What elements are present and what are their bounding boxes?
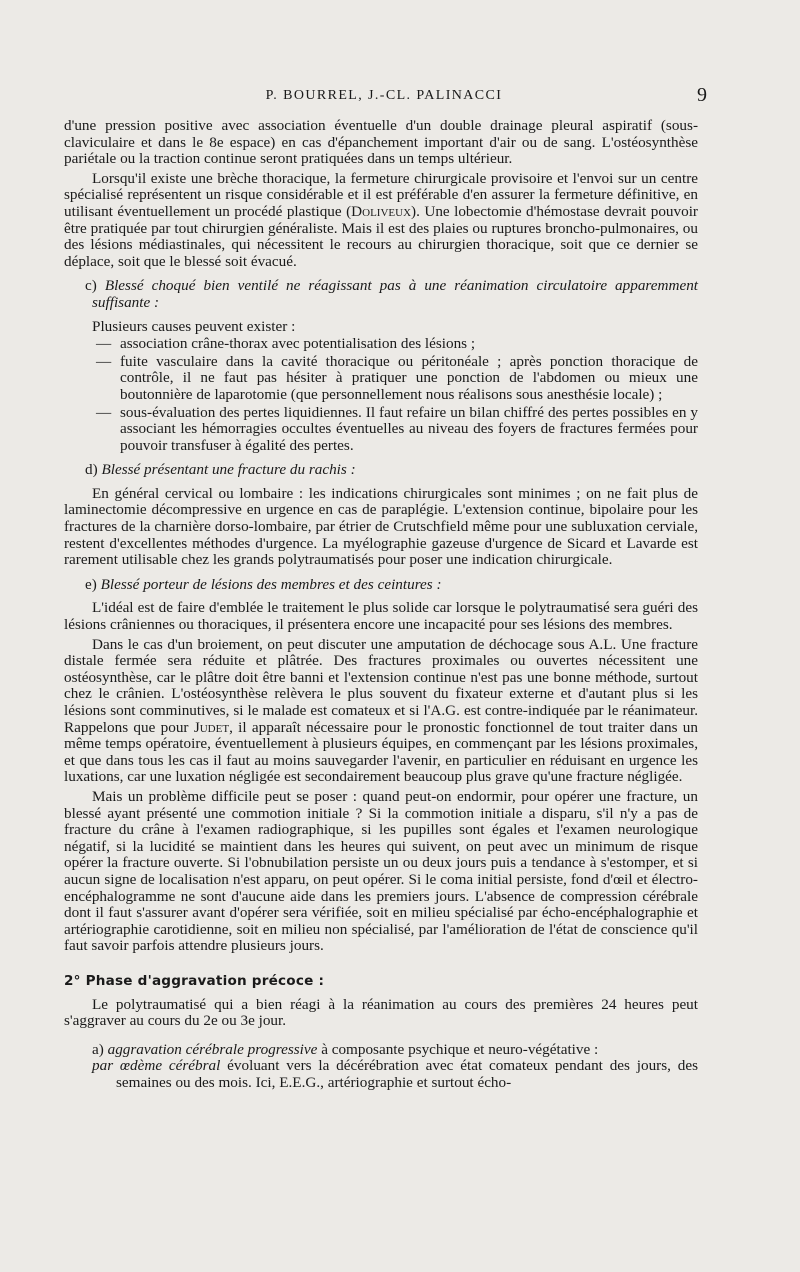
subheading-text: aggravation cérébrale progressive (107, 1040, 318, 1058)
text: ). Une lobectomie d'hémostase devrait pouvoir être pratiquée par tout chirurgien généraliste. Mais il est des plaies ou ruptures broncho-pulmonaires, ou des lésions médiastinales, qui nécessitent le recours au chirurgien thoracique, soit que ce dernier se déplace, soit que le blessé soit évacué. (64, 202, 698, 270)
page-header (64, 84, 707, 110)
paragraph-rachis: En général cervical ou lombaire : les indications chirurgicales sont minimes ; on ne fait plus de laminectomie décompressive en urgence en cas de paraplégie. L'extension continue, bipolaire pour les fractures de la charnière dorso-lombaire, par étrier de Crutschfield même pour une subluxation cerviale, restent d'excellentes méthodes d'urgence. La myélographie gazeuse d'urgence de Sicard et Lavarde est rarement utilisable chez les grands polytraumatisés pour poser une indication chirurgicale. (64, 484, 698, 569)
running-head: P. BOURREL, J.-CL. PALINACCI (265, 88, 503, 103)
paragraph-aggravation-intro: Le polytraumatisé qui a bien réagi à la réanimation au cours des premières 24 heures peut s'aggraver au cours du 2e ou 3e jour. (64, 995, 698, 1030)
page-number: 9 (697, 84, 707, 106)
item-letter: a) (92, 1040, 104, 1058)
list-item-text: fuite vasculaire dans la cavité thoracique ou péritonéale ; après ponction thoracique de contrôle, il ne faut pas hésiter à pratiquer une ponction de l'abdomen ou mieux une boutonnière de laparotomie (que personnellement nous réalisons sous anesthésie locale) ; (120, 352, 698, 403)
subheading-e (64, 577, 698, 594)
list-item-text: association crâne-thorax avec potentialisation des lésions ; (120, 335, 476, 353)
list-item-text: sous-évaluation des pertes liquidiennes. Il faut refaire un bilan chiffré des pertes possibles en y associant les hémorragies occultes éventuelles au niveau des foyers de fractures fermées pour pouvoir transfuser à égalité des pertes. (120, 403, 698, 454)
dash-mark: — (96, 403, 112, 421)
item-letter: e) (85, 575, 97, 593)
subheading-text: Blessé porteur de lésions des membres et des ceintures : (100, 575, 442, 593)
author-name: Doliveux (351, 202, 412, 220)
dash-mark: — (96, 335, 112, 353)
subheading-d (64, 462, 698, 479)
paragraph-continuation: d'une pression positive avec association éventuelle d'un double drainage pleural aspiratif (sous-claviculaire et dans le 8e espace) en cas d'épanchement important d'air ou de sang. L'ostéosynthèse pariétale ou la traction continue seront pratiquées dans un temps ultérieur. (64, 117, 698, 168)
page-body (64, 118, 698, 1091)
paragraph-membres-ideal: L'idéal est de faire d'emblée le traitement le plus solide car lorsque le polytraumatisé sera guéri des lésions crâniennes ou thoraciques, il présentera encore une incapacité pour ses lésions des membres. (64, 599, 698, 634)
list-item (64, 405, 698, 455)
paragraph-breche-thoracique (64, 171, 698, 271)
text: Dans le cas d'un broiement, on peut discuter une amputation de déchocage sous A.L. Une fracture distale fermée sera réduite et plâtrée. Des fractures proximales ou ouvertes nécessitent une ostéosynthèse, car le plâtre doit être banni et l'extension continue n'est pas une bonne méthode, surtout chez le crânien. L'ostéosynthèse relèvera le plus souvent du fixateur externe et d'autant plus si les lésions sont comminutives, si le malade est comateux et si l'A.G. est contre-indiquée par le réanimateur. Rappelons que pour (64, 635, 698, 736)
dash-mark: — (96, 352, 112, 370)
item-letter: c) (85, 277, 97, 295)
subheading-c (64, 278, 698, 311)
author-name: Judet (193, 718, 230, 736)
list-item (64, 354, 698, 404)
text: , il apparaît nécessaire pour le pronostic fonctionnel de tout traiter dans un même temps opératoire, éventuellement à plusieurs équipes, en commençant par les lésions proximales, et que dans tous les cas il faut au moins sauvegarder l'avenir, en particulier en réduisant en urgence les luxations, car une luxation négligée est secondairement beaucoup plus grave qu'une fracture négligée. (64, 718, 698, 786)
text: Lorsqu'il existe une brèche thoracique, la fermeture chirurgicale provisoire et l'envoi sur un centre spécialisé représentent un risque considérable et il est préférable d'en assurer la fermeture définitive, en utilisant éventuellement un procédé plastique ( (64, 169, 698, 220)
paragraph-commotion: Mais un problème difficile peut se poser : quand peut-on endormir, pour opérer une fracture, un blessé ayant présenté une commotion initiale ? Si la commotion initiale a disparu, s'il n'y a pas de fracture du crâne à l'examen radiographique, si les pupilles sont égales et l'examen neurologique négatif, si la lucidité se maintient dans les heures qui suivent, on peut avec un minimum de risque opérer la fracture ouverte. Si l'obnubilation persiste un ou deux jours puis a tendance à s'estomper, et si aucun signe de localisation n'est apparu, on peut opérer. Si le coma initial persiste, fond d'œil et électro-encéphalogramme ne sont d'aucune aide dans les premiers jours. L'absence de compression cérébrale dont il faut s'assurer avant d'opérer sera vérifiée, soit en milieu spécialisé par écho-encéphalographie et artériographie carotidienne, soit en milieu non spécialisé, par l'amélioration de l'état de conscience qu'il faut savoir parfois attendre plusieurs jours. (64, 787, 698, 955)
subheading-text: Blessé présentant une fracture du rachis : (101, 461, 356, 479)
subheading-a (64, 1042, 698, 1059)
section-heading: 2° Phase d'aggravation précoce : (64, 972, 325, 989)
item-label: par œdème cérébral (92, 1057, 221, 1075)
item-letter: d) (85, 461, 98, 479)
text: évoluant vers la décérébration avec état comateux pendant des jours, des semaines ou des mois. Ici, E.E.G., artériographie et surtout écho- (116, 1057, 698, 1091)
subheading-tail: à composante psychique et neuro-végétative : (321, 1040, 599, 1058)
paragraph-oedeme (64, 1058, 698, 1091)
list-item (64, 336, 698, 353)
paragraph-broiement (64, 637, 698, 786)
subheading-text: Blessé choqué bien ventilé ne réagissant pas à une réanimation circulatoire apparemment suffisante : (92, 277, 699, 311)
paragraph-causes-intro: Plusieurs causes peuvent exister : (92, 317, 296, 335)
